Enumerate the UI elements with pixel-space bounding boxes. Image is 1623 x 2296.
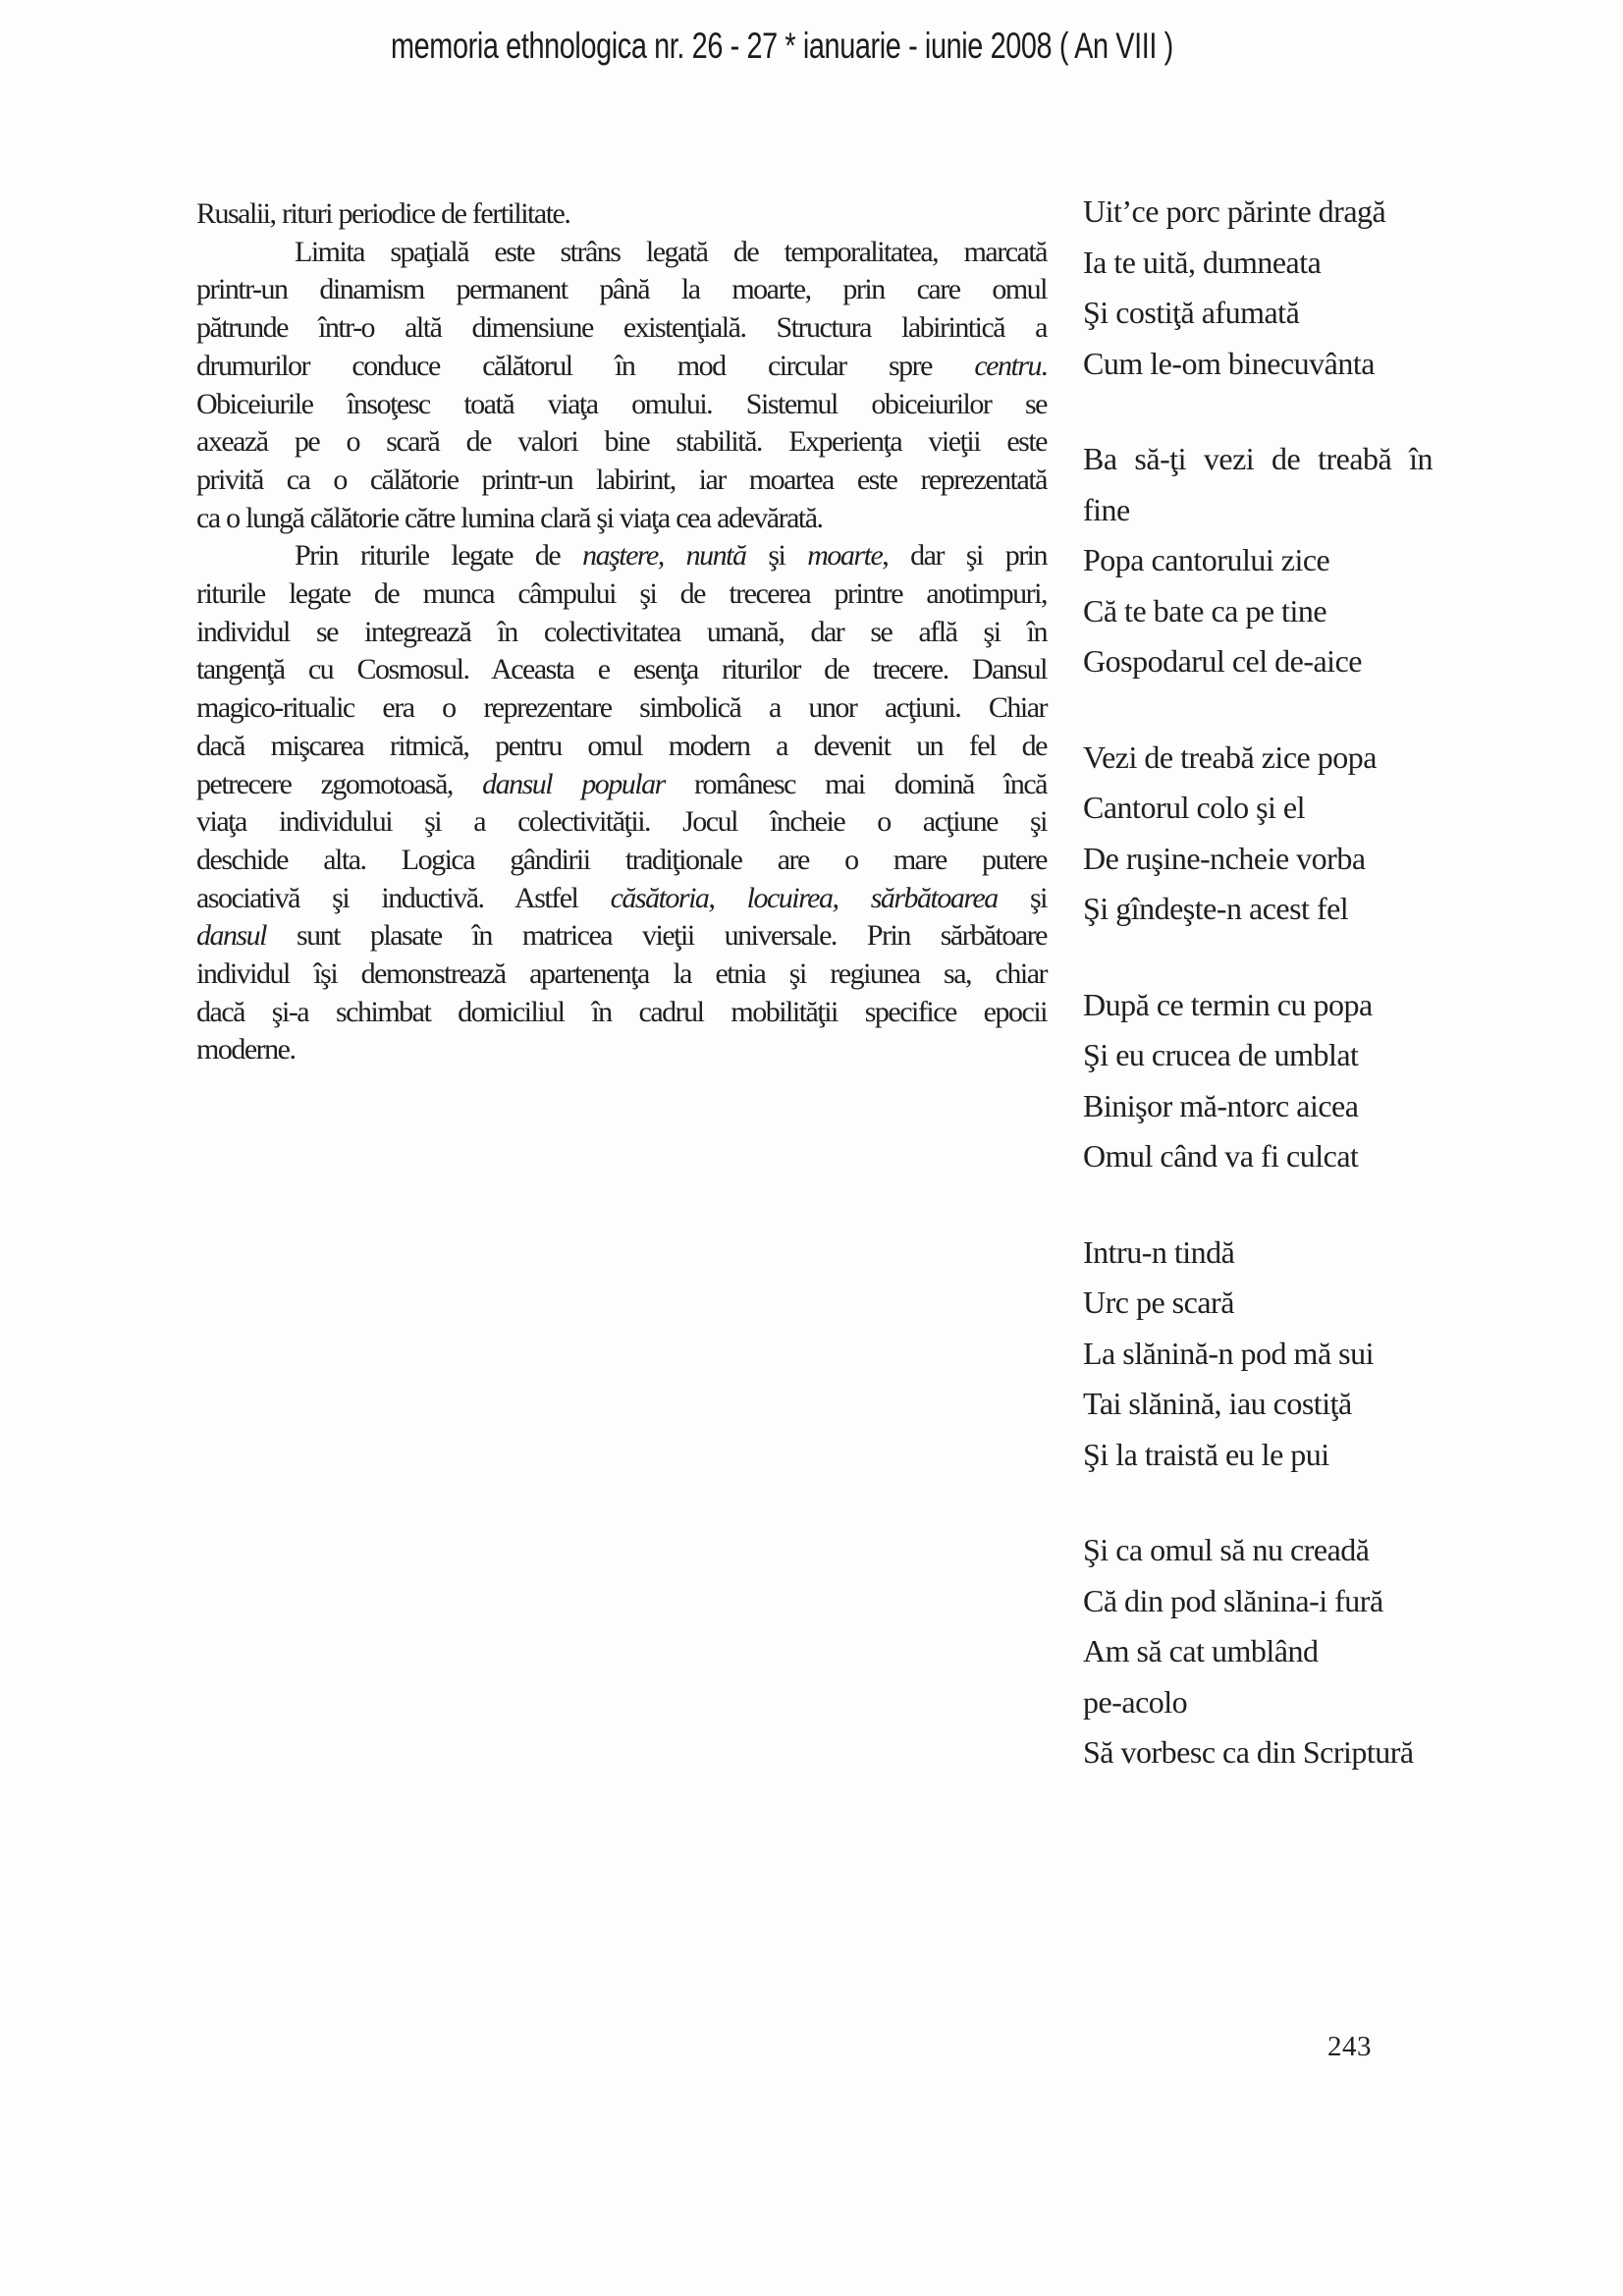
italic-run: căsătoria, locuirea, sărbătoarea [610, 881, 998, 914]
prose-line: tangenţă cu Cosmosul. Aceasta e esenţa riturilor de trecere. Dansul [196, 653, 1047, 686]
verse-line: Şi eu crucea de umblat [1083, 1037, 1359, 1072]
prose-line: Obiceiurile însoţesc toată viaţa omului. Sistemul obiceiurilor se [196, 387, 1047, 420]
prose-line: drumurilor conduce călătorul în mod circular spre centru. [196, 349, 1047, 382]
prose-column [196, 195, 1047, 1069]
verse-line: pe-acolo [1083, 1683, 1188, 1720]
prose-line: dansul sunt plasate în matricea vieţii universale. Prin sărbătoare [196, 919, 1047, 953]
verse-line: Că te bate ca pe tine [1083, 592, 1327, 629]
verse-line: Ia te uită, dumneata [1083, 244, 1322, 280]
verse-line: Că din pod slănina-i fură [1083, 1582, 1383, 1618]
verse-line: Şi costiţă afumată [1083, 295, 1300, 330]
italic-run: centru [974, 349, 1041, 382]
verse-stanza [1083, 1525, 1433, 1778]
verse-line: După ce termin cu popa [1083, 986, 1373, 1022]
verse-line: Să vorbesc ca din Scriptură [1083, 1734, 1414, 1770]
verse-stanza [1083, 187, 1433, 389]
prose-line: Limita spaţială este strâns legată de temporalitatea, marcată [295, 235, 1047, 268]
verse-line: Cum le-om binecuvânta [1083, 345, 1375, 381]
running-head: memoria ethnologica nr. 26 - 27 * ianuarie - iunie 2008 ( An VIII ) [391, 26, 1173, 66]
prose-line: moderne. [196, 1033, 296, 1066]
italic-run: moarte [807, 539, 883, 573]
verse-line: Şi ca omul să nu creadă [1083, 1532, 1370, 1567]
verse-line: Binişor mă-ntorc aicea [1083, 1087, 1359, 1123]
prose-line: pătrunde într-o altă dimensiune existenţială. Structura labirintică a [196, 311, 1047, 345]
prose-line: axează pe o scară de valori bine stabilită. Experienţa vieţii este [196, 425, 1047, 459]
prose-line: dacă şi-a schimbat domiciliul în cadrul mobilităţii specifice epocii [196, 995, 1047, 1028]
italic-run: dansul [196, 919, 267, 953]
prose-line: individul îşi demonstrează apartenenţa la etnia şi regiunea sa, chiar [196, 957, 1047, 991]
verse-line: Cantorul colo şi el [1083, 790, 1306, 825]
verse-line: Omul când va fi culcat [1083, 1138, 1359, 1174]
verse-line: Şi gîndeşte-n acest fel [1083, 891, 1349, 926]
italic-run: dansul popular [482, 767, 665, 800]
prose-line: magico-ritualic era o reprezentare simbolică a unor acţiuni. Chiar [196, 691, 1047, 725]
prose-line: Prin riturile legate de naştere, nuntă şi moarte, dar şi prin [295, 539, 1048, 573]
prose-line: petrecere zgomotoasă, dansul popular românesc mai domină încă [196, 767, 1047, 800]
verse-line: Gospodarul cel de-aice [1083, 643, 1362, 679]
verse-stanza [1083, 733, 1433, 935]
prose-line: privită ca o călătorie printr-un labirint, iar moartea este reprezentată [196, 463, 1047, 496]
prose-line: deschide alta. Logica gândirii tradiţionale are o mare putere [196, 843, 1047, 876]
verse-line: Ba să-ţi vezi de treabă în [1083, 441, 1433, 476]
verse-line: fine [1083, 491, 1130, 527]
verse-line: Intru-n tindă [1083, 1233, 1235, 1270]
verse-stanza [1083, 1228, 1433, 1481]
prose-line: riturile legate de munca câmpului şi de trecerea printre anotimpuri, [196, 577, 1047, 611]
verse-column [1083, 187, 1433, 1824]
italic-run: naştere, nuntă [582, 539, 746, 573]
verse-line: Popa cantorului zice [1083, 542, 1330, 577]
verse-line: Vezi de treabă zice popa [1083, 738, 1377, 775]
verse-line: Urc pe scară [1083, 1285, 1234, 1320]
page-number: 243 [1327, 2031, 1372, 2062]
verse-line: La slănină-n pod mă sui [1083, 1335, 1374, 1371]
prose-line: Rusalii, rituri periodice de fertilitate. [196, 197, 570, 230]
prose-line: viaţa individului şi a colectivităţii. Jocul încheie o acţiune şi [196, 805, 1047, 839]
prose-line: printr-un dinamism permanent până la moarte, prin care omul [196, 273, 1047, 306]
prose-line: individul se integrează în colectivitatea umană, dar se află şi în [196, 615, 1047, 648]
verse-stanza [1083, 980, 1433, 1182]
prose-line: ca o lungă călătorie către lumina clară şi viaţa cea adevărată. [196, 501, 823, 534]
verse-line: Uit’ce porc părinte dragă [1083, 193, 1386, 229]
verse-line: Şi la traistă eu le pui [1083, 1436, 1329, 1472]
prose-line: dacă mişcarea ritmică, pentru omul modern a devenit un fel de [196, 729, 1047, 762]
verse-line: Tai slănină, iau costiţă [1083, 1386, 1352, 1421]
verse-line: De ruşine-ncheie vorba [1083, 840, 1366, 876]
verse-stanza [1083, 434, 1433, 687]
verse-line: Am să cat umblând [1083, 1633, 1319, 1668]
prose-line: asociativă şi inductivă. Astfel căsătoria, locuirea, sărbătoarea şi [196, 881, 1048, 914]
